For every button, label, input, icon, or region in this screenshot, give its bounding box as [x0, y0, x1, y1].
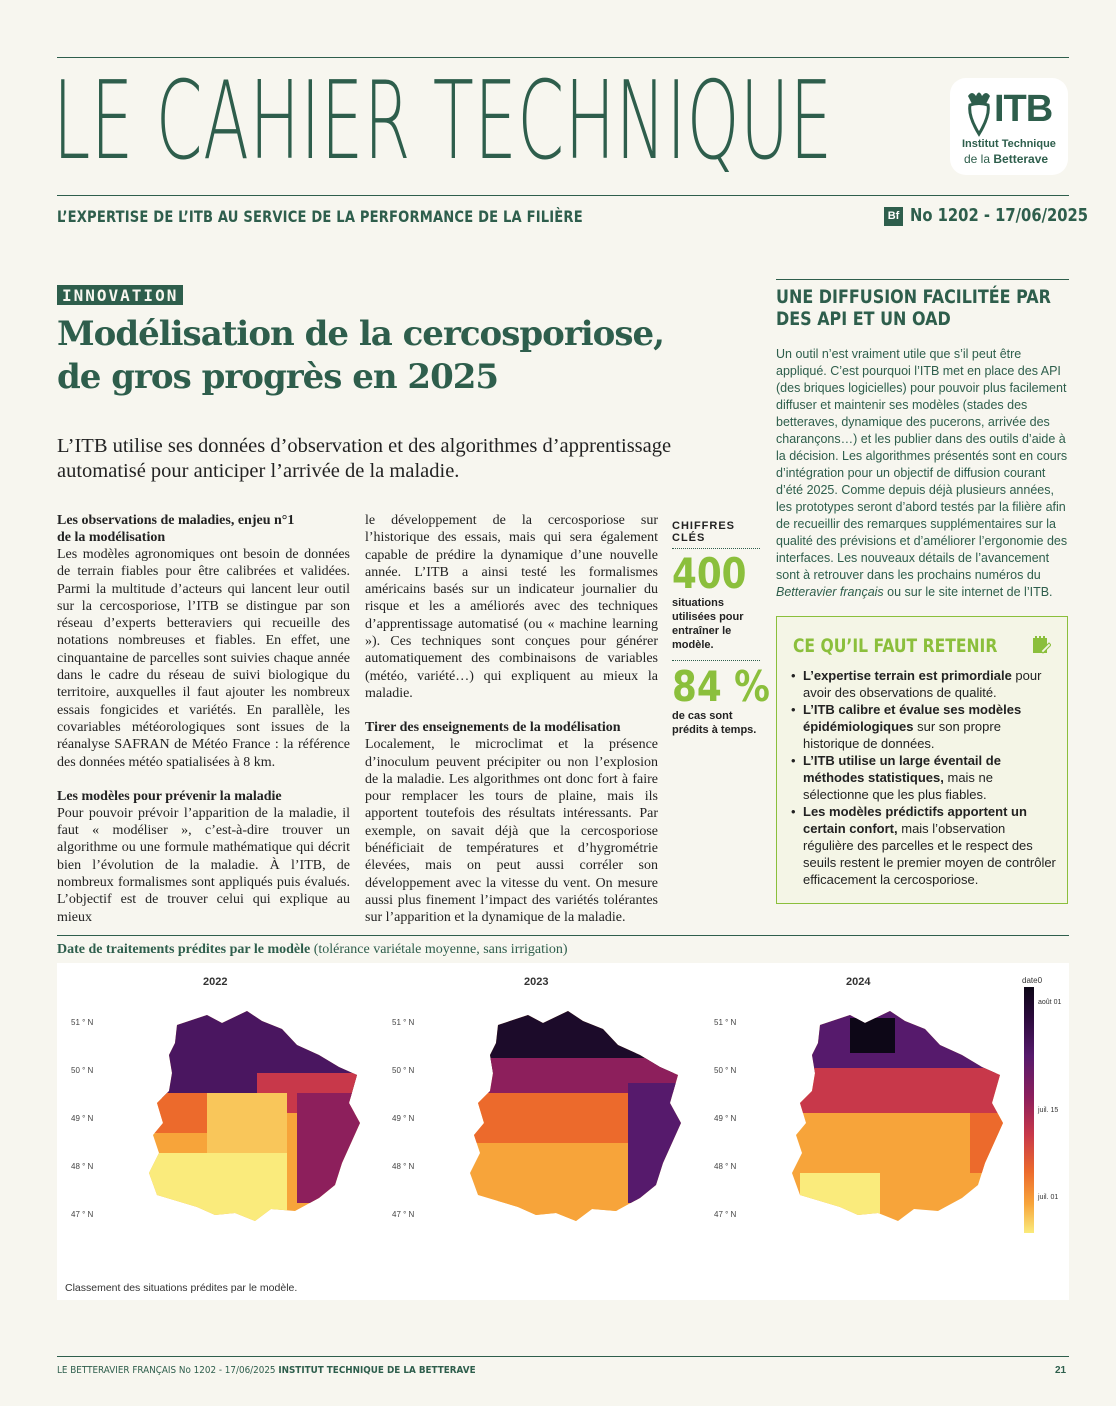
key-takeaways-title: CE QU’IL FAUT RETENIR — [793, 635, 998, 657]
latitude-label: 51 ° N — [714, 1018, 737, 1027]
headline: Modélisation de la cercosporiose, de gros progrès en 2025 — [57, 314, 664, 397]
figure-title: Date de traitements prédites par le modèle (tolérance variétale moyenne, sans irrigation) — [57, 942, 568, 957]
maps-svg — [57, 963, 1069, 1275]
figure-maps-panel — [57, 963, 1069, 1275]
section-text: le développement de la cercosporiose sur l’historique des essais, mais qui sera également capable de prédire la dynamique d’une nouvelle année. L’ITB a ainsi testé les formalismes américains basés sur un indicateur journalier du risque et les a améliorés avec des techniques d’apprentissage automatisé (ou « machine learning »). Ces techniques sont conçues pour générer automatiquement des combinaisons de variables (météo, variété…) qui expliquent au mieux la maladie. — [365, 513, 658, 701]
logo-line1: Institut Technique — [962, 138, 1056, 150]
tagline: L’EXPERTISE DE L’ITB AU SERVICE DE LA PERFORMANCE DE LA FILIÈRE — [57, 207, 583, 226]
latitude-label: 47 ° N — [71, 1210, 94, 1219]
sidebar-title: UNE DIFFUSION FACILITÉE PAR DES API ET UN OAD — [776, 286, 1051, 330]
map-year-label: 2024 — [846, 976, 871, 988]
map-year-label: 2022 — [203, 976, 228, 988]
article-column-1 — [57, 512, 350, 926]
latitude-label: 48 ° N — [71, 1162, 94, 1171]
beet-icon — [962, 90, 996, 138]
issue-number: No 1202 - 17/06/2025 — [910, 205, 1089, 226]
figure-caption: Classement des situations prédites par le modèle. — [57, 1275, 1069, 1300]
bf-badge: Bf — [884, 207, 903, 226]
key-figures — [672, 520, 770, 737]
logo-line2: de la Betterave — [964, 152, 1049, 166]
latitude-label: 48 ° N — [714, 1162, 737, 1171]
section-text: Localement, le microclimat et la présence d’inoculum peuvent précipiter ou non l’explosion de la maladie. Les algorithmes ont donc fort à faire pour remplacer les tours de plaine, mais ils apportent toutefois des résultats intéressants. Par exemple, on savait déjà que la cercosporiose bénéficiait de températures et d’hygrométrie élevées, mais on peut aussi corréler son développement avec la vitesse du vent. On mesure aussi plus finement l’impact des variétés tolérantes sur l’apparition et la dynamique de la maladie. — [365, 737, 658, 926]
latitude-label: 47 ° N — [392, 1210, 415, 1219]
latitude-label: 49 ° N — [71, 1114, 94, 1123]
list-item: • L’ITB utilise un large éventail de méthodes statistiques, mais ne sélectionne que les plus fiables. — [789, 752, 1057, 803]
map-2022 — [137, 1003, 377, 1233]
legend-label: juil. 01 — [1038, 1194, 1059, 1201]
sidebar-rule — [776, 279, 1069, 280]
latitude-label: 50 ° N — [714, 1066, 737, 1075]
masthead-rule — [57, 195, 1069, 196]
legend-title: date0 — [1022, 976, 1043, 985]
key-figure-value: 400 — [672, 549, 747, 598]
latitude-label: 50 ° N — [392, 1066, 415, 1075]
itb-logo — [950, 78, 1068, 175]
legend-label: juil. 15 — [1038, 1107, 1059, 1114]
latitude-label: 48 ° N — [392, 1162, 415, 1171]
key-figure-value: 84 % — [672, 662, 770, 711]
map-year-label: 2023 — [524, 976, 549, 988]
key-figures-title: CHIFFRES CLÉS — [672, 520, 760, 549]
latitude-label: 51 ° N — [392, 1018, 415, 1027]
map-2023 — [458, 1003, 698, 1233]
legend-label: août 01 — [1038, 999, 1062, 1006]
article-column-2 — [365, 512, 658, 927]
list-item: • Les modèles prédictifs apportent un certain confort, mais l’observation régulière des parcelles et le respect des seuils restent le premier moyen de contrôler efficacement la cercosporiose. — [789, 803, 1057, 888]
page-number: 21 — [1055, 1365, 1067, 1376]
key-takeaways-box — [776, 616, 1068, 904]
sidebar-body: Un outil n’est vraiment utile que s’il peut être appliqué. C’est pourquoi l’ITB met en place des API (des briques logicielles) pour pouvoir plus facilement diffuser et maintenir ses modèles (stades des betteraves, dynamique des pucerons, arrivée des charançons…) et les publier dans des outils d’aide à la décision. Les algorithmes présentés sont en cours d’intégration pour un objectif de diffusion courant d’été 2025. Comme depuis déjà plusieurs années, les prototypes seront d’abord testés par la filière afin de recueillir des remarques supplémentaires sur la qualité des prévisions et d’améliorer l’ergonomie des interfaces. Les nouveaux détails de l’avancement sont à retrouver dans les prochains numéros du Betteravier français ou sur le site internet de l’ITB. — [776, 347, 1068, 599]
latitude-label: 50 ° N — [71, 1066, 94, 1075]
footer-text: LE BETTERAVIER FRANÇAIS No 1202 - 17/06/2025 INSTITUT TECHNIQUE DE LA BETTERAVE — [57, 1365, 476, 1376]
key-figure-text: de cas sont prédits à temps. — [672, 710, 757, 736]
figure-rule — [57, 935, 1069, 936]
list-item: • L’ITB calibre et évalue ses modèles épidémiologiques sur son propre historique de données. — [789, 701, 1057, 752]
key-takeaways-list — [789, 667, 1057, 888]
lede: L’ITB utilise ses données d’observation et des algorithmes d’apprentissage automatisé pour anticiper l’arrivée de la maladie. — [57, 435, 672, 482]
list-item: • L’expertise terrain est primordiale pour avoir des observations de qualité. — [789, 667, 1057, 701]
section-heading: Les observations de maladies, enjeu n°1 de la modélisation — [57, 513, 295, 545]
latitude-label: 49 ° N — [714, 1114, 737, 1123]
logo-acronym: ITB — [994, 88, 1053, 130]
notepad-icon — [1031, 635, 1051, 655]
key-figure-text: situations utilisées pour entraîner le modèle. — [672, 597, 744, 651]
section-heading: Tirer des enseignements de la modélisation — [365, 720, 621, 736]
footer-rule — [57, 1356, 1069, 1357]
section-text: Pour pouvoir prévoir l’apparition de la maladie, il faut « modéliser », c’est-à-dire trouver un algorithme ou une formule mathématique qui décrit bien l’évolution de la maladie. À l’ITB, de nombreux formalismes sont appliqués puis évalués. L’objectif est de trouver celui qui explique au mieux — [57, 805, 350, 925]
latitude-label: 47 ° N — [714, 1210, 737, 1219]
section-heading: Les modèles pour prévenir la maladie — [57, 788, 282, 804]
latitude-label: 49 ° N — [392, 1114, 415, 1123]
latitude-label: 51 ° N — [71, 1018, 94, 1027]
top-rule — [57, 57, 1069, 58]
masthead-title: LE CAHIER TECHNIQUE — [53, 59, 833, 184]
map-2024 — [780, 1003, 1020, 1233]
rubric-tag: INNOVATION — [57, 285, 183, 305]
section-text: Les modèles agronomiques ont besoin de données de terrain fiables pour être calibrées et validées. Parmi la multitude d’acteurs qui lancent leur outil sur la cercosporiose, l’ITB se distingue par son réseau d’experts betteraviers qui recueille des notations nombreuses et fiables. En effet, une cinquantaine de parcelles sont suivies chaque année dans le cadre du réseau de suivi biologique du territoire, auxquelles il faut ajouter les nombreux essais fongicides et variétés. En parallèle, les covariables météorologiques sont issues de la réanalyse SAFRAN de Météo France : la référence des données météo spatialisées à 8 km. — [57, 547, 350, 770]
color-legend-bar — [1024, 987, 1034, 1233]
